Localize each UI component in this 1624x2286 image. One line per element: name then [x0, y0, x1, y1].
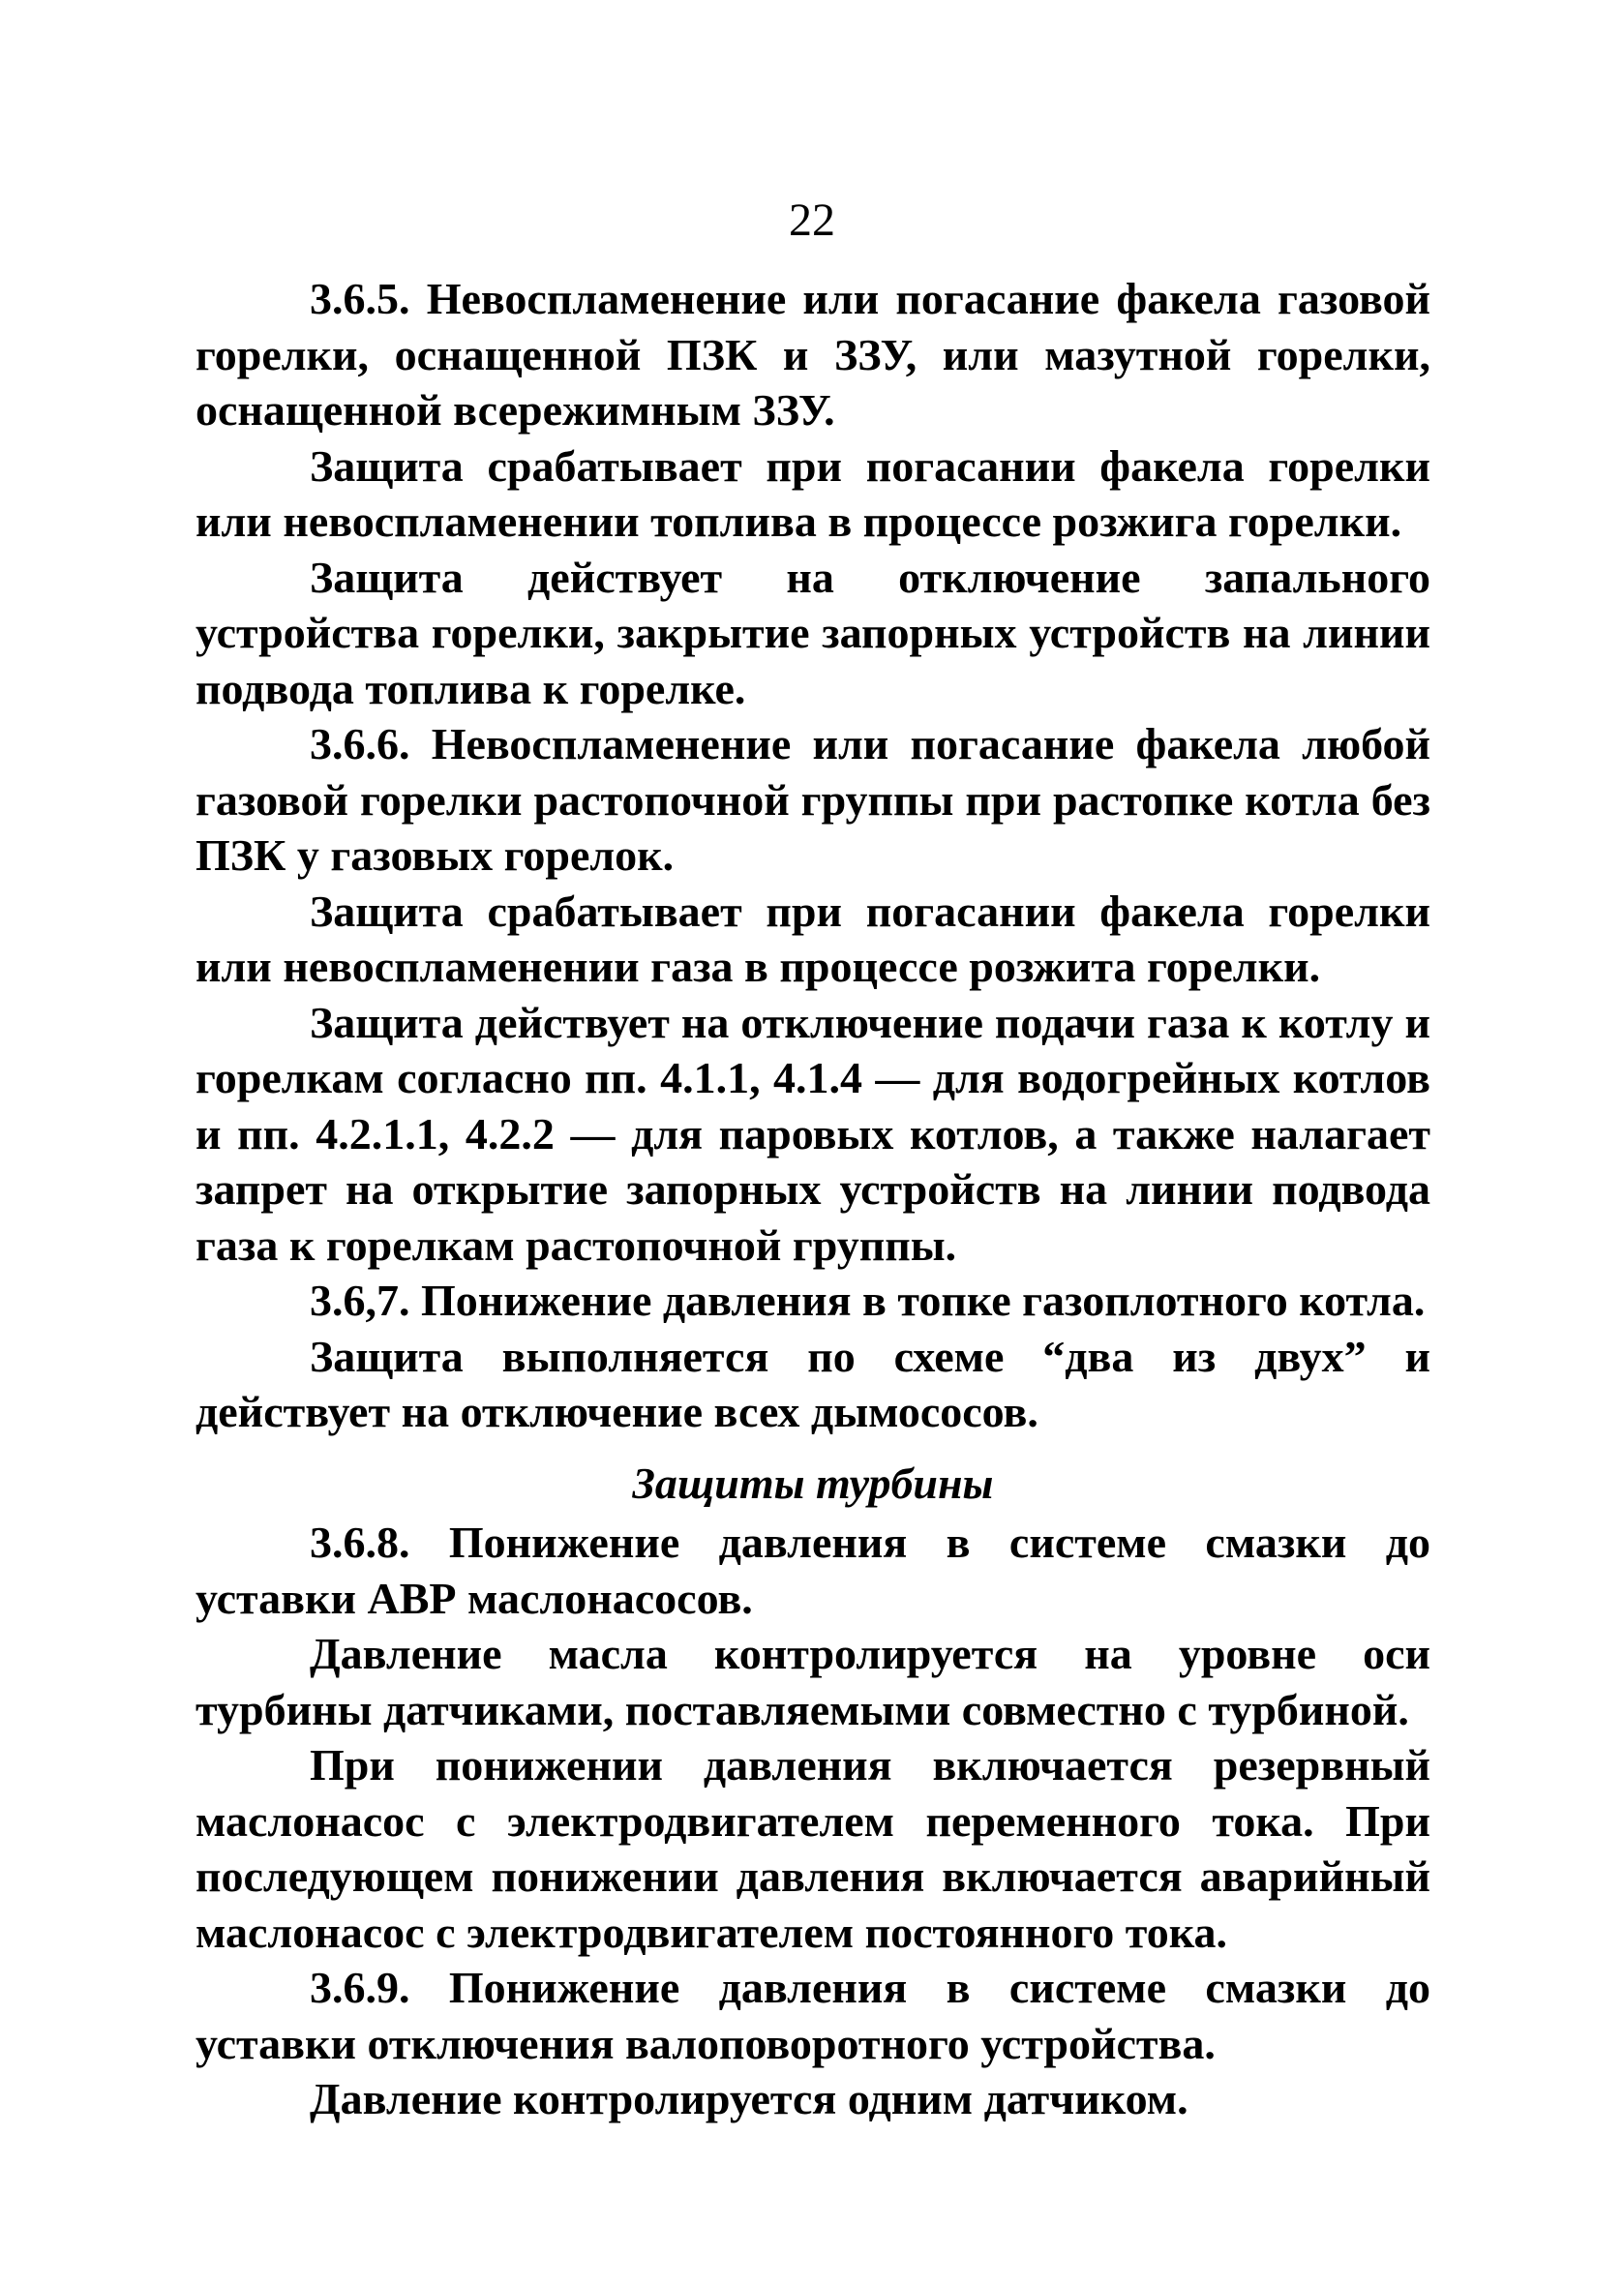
- paragraph: При понижении давления включается резервный маслонасос с электродвигателем переменного тока. При последующем понижении давления включается аварийный маслонасос с электродвигателем постоянного тока.: [195, 1740, 1430, 1957]
- paragraph: Защита действует на отключение запального устройства горелки, закрытие запорных устройств на линии подвода топлива к горелке.: [195, 552, 1430, 713]
- paragraph-3-6-7: 3.6,7. Понижение давления в топке газоплотного котла.: [310, 1276, 1426, 1325]
- paragraph: Защита срабатывает при погасании факела горелки или невоспламенении топлива в процессе розжига горелки.: [195, 440, 1430, 546]
- paragraph: Давление масла контролируется на уровне оси турбины датчиками, поставляемыми совместно с турбиной.: [195, 1629, 1430, 1734]
- paragraph: Защита выполняется по схеме “два из двух” и действует на отключение всех дымососов.: [195, 1331, 1430, 1436]
- paragraph: Защита срабатывает при погасании факела горелки или невоспламенении газа в процессе розжита горелки.: [195, 886, 1430, 991]
- paragraph-3-6-8: 3.6.8. Понижение давления в системе смазки до уставки АВР маслонасосов.: [195, 1518, 1430, 1623]
- paragraph-3-6-6: 3.6.6. Невоспламенение или погасание факела любой газовой горелки растопочной группы при растопке котла без ПЗК у газовых горелок.: [195, 719, 1430, 880]
- paragraph-3-6-9: 3.6.9. Понижение давления в системе смазки до уставки отключения валоповоротного устройства.: [195, 1963, 1430, 2068]
- paragraph: Давление контролируется одним датчиком.: [310, 2074, 1188, 2123]
- paragraph-3-6-5: 3.6.5. Невоспламенение или погасание факела газовой горелки, оснащенной ПЗК и ЗЗУ, или мазутной горелки, оснащенной всережимным ЗЗУ.: [195, 274, 1430, 435]
- text-body: [195, 271, 1430, 2127]
- page-number: 22: [789, 195, 835, 246]
- paragraph: Защита действует на отключение подачи газа к котлу и горелкам согласно пп. 4.1.1, 4.1.4 — для водогрейных котлов и пп. 4.2.1.1, 4.2.2 — для паровых котлов, а также налагает запрет на открытие запорных устройств на линии подвода газа к горелкам растопочной группы.: [195, 997, 1430, 1270]
- section-heading: Защиты турбины: [632, 1458, 994, 1508]
